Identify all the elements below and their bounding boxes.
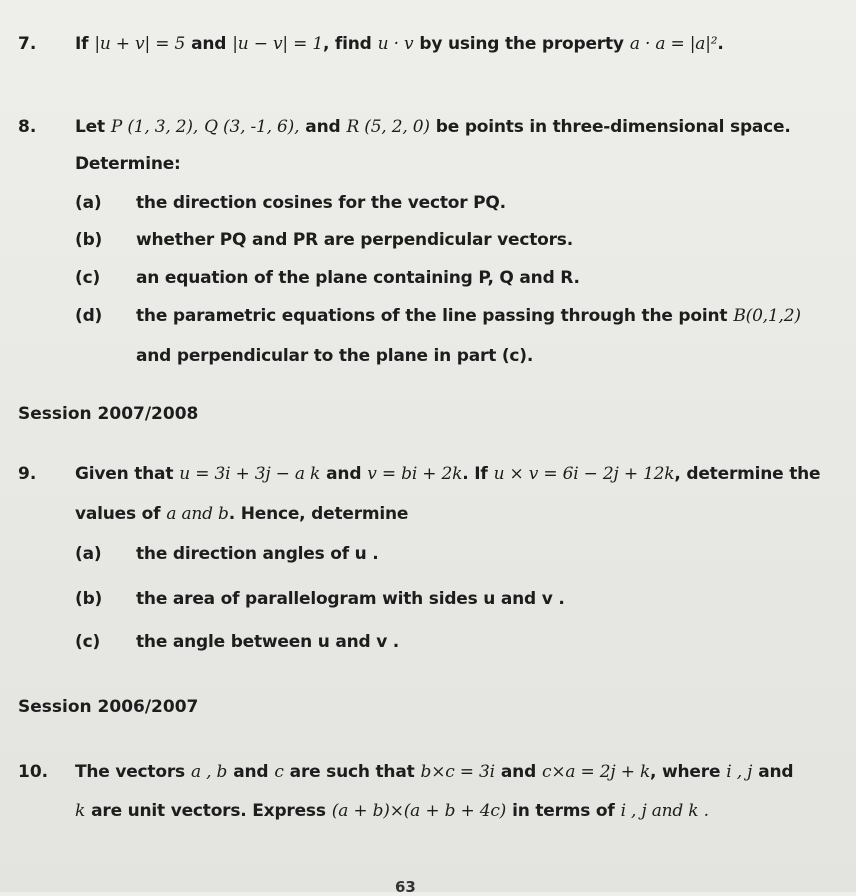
q8-intro-part: and [305, 117, 341, 137]
q10-vector-c: c [274, 762, 284, 782]
q10-unit-ijk: i , j and k . [620, 801, 709, 821]
q10-eq-bxc: b×c = 3i [420, 762, 495, 782]
q9a-label: (a) [75, 544, 102, 564]
q8d-label: (d) [75, 306, 103, 326]
q7-text-part: and [191, 34, 227, 54]
session-heading-2007: Session 2007/2008 [18, 404, 199, 424]
q10-unit-ij: i , j [726, 762, 753, 782]
q10-text [75, 762, 793, 782]
q7-expr-property: a · a = |a|² [629, 34, 718, 54]
q8-point-p: P (1, 3, 2), [110, 117, 199, 137]
q8d-text [136, 306, 801, 326]
q9-text-part: . If [462, 464, 488, 484]
q7-text-part: . [717, 34, 724, 54]
session-heading-2006: Session 2006/2007 [18, 697, 199, 717]
q10-expression: (a + b)×(a + b + 4c) [331, 801, 507, 821]
q9b-text: the area of parallelogram with sides u and v . [136, 589, 565, 609]
q10-number: 10. [18, 762, 49, 782]
q7-expr-sum: |u + v| = 5 [94, 34, 186, 54]
q8-intro-part: Let [75, 117, 105, 137]
q9a-text: the direction angles of u . [136, 544, 379, 564]
q8-intro [75, 117, 791, 137]
q9-values-ab: a and b [166, 504, 229, 524]
q8b-text: whether PQ and PR are perpendicular vectors. [136, 230, 573, 250]
q9-cross-product: u × v = 6i − 2j + 12k [493, 464, 675, 484]
q9-vector-v: v = bi + 2k [367, 464, 463, 484]
q7-text-part: by using the property [419, 34, 624, 54]
q9-text-part: , determine the [674, 464, 821, 484]
q8a-text: the direction cosines for the vector PQ. [136, 193, 506, 213]
q10-vectors-ab: a , b [190, 762, 228, 782]
q8-determine: Determine: [75, 154, 181, 174]
q8b-label: (b) [75, 230, 103, 250]
q10-text-part: are unit vectors. Express [91, 801, 326, 821]
q10-unit-k: k [75, 801, 86, 821]
q9b-label: (b) [75, 589, 103, 609]
q7-number: 7. [18, 34, 37, 54]
q8d-text-part: the parametric equations of the line passing through the point [136, 306, 728, 326]
q10-text-part: The vectors [75, 762, 185, 782]
q8c-label: (c) [75, 268, 101, 288]
q9c-text: the angle between u and v . [136, 632, 400, 652]
q8c-text: an equation of the plane containing P, Q and R. [136, 268, 580, 288]
q8-point-r: R (5, 2, 0) [346, 117, 430, 137]
q7-text-part: , find [322, 34, 372, 54]
q9-text-part: and [326, 464, 362, 484]
q9-vector-u: u = 3i + 3j − a k [179, 464, 321, 484]
q9-text-part: Given that [75, 464, 174, 484]
q8-intro-part: be points in three-dimensional space. [435, 117, 791, 137]
q7-expr-dot: u · v [377, 34, 414, 54]
q10-text-part: and [500, 762, 537, 782]
q10-eq-cxa: c×a = 2j + k [542, 762, 651, 782]
q8d-text-cont: and perpendicular to the plane in part (c). [136, 346, 534, 366]
q7-text-part: If [75, 34, 89, 54]
q9-text-cont [75, 504, 408, 524]
q7-text [75, 34, 724, 54]
page-number-partial: 63 [395, 878, 416, 896]
q9c-label: (c) [75, 632, 101, 652]
q9-text-part: values of [75, 504, 161, 524]
q9-number: 9. [18, 464, 37, 484]
q9-text-part: . Hence, determine [228, 504, 409, 524]
q10-text-part: are such that [289, 762, 415, 782]
q8d-point-b: B(0,1,2) [733, 306, 801, 326]
q7-expr-diff: |u − v| = 1 [232, 34, 323, 54]
q10-text-part: and [758, 762, 794, 782]
q9-text [75, 464, 820, 484]
q10-text-cont [75, 801, 709, 821]
q8a-label: (a) [75, 193, 102, 213]
q8-point-q: Q (3, -1, 6), [204, 117, 300, 137]
q10-text-part: and [233, 762, 269, 782]
q8-number: 8. [18, 117, 37, 137]
q10-text-part: , where [650, 762, 721, 782]
q10-text-part: in terms of [512, 801, 615, 821]
